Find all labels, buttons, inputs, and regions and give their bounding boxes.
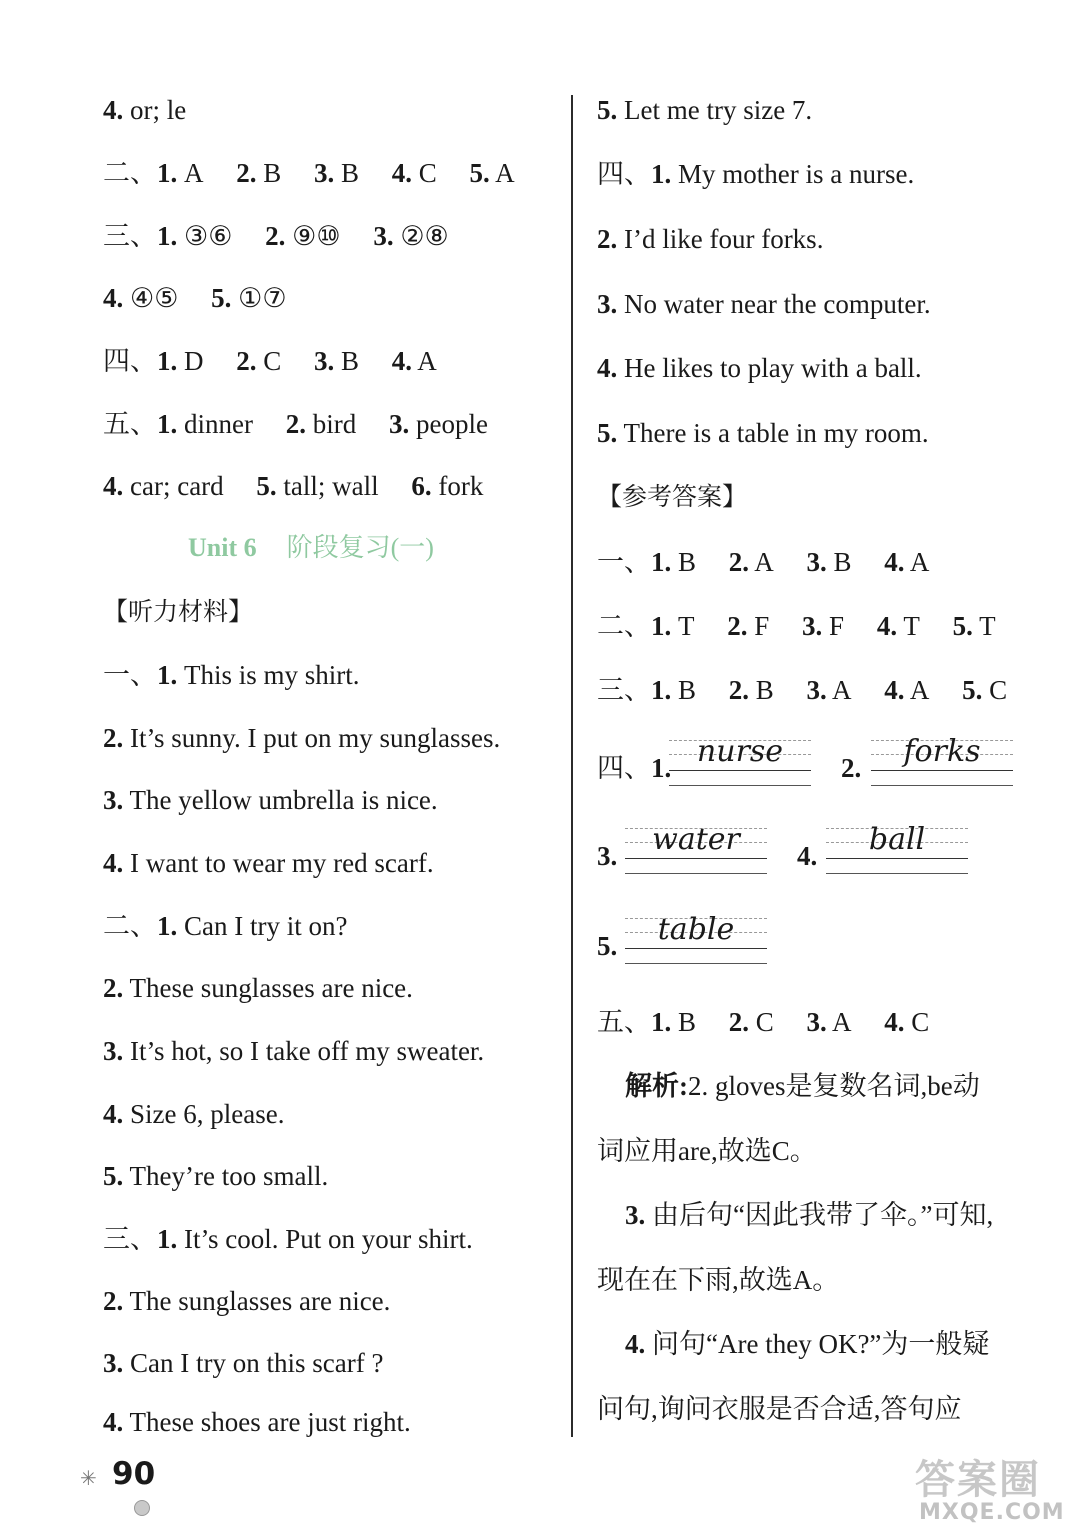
answer-line: 三、1. ③⑥ 2. ⑨⑩ 3. ②⑧ bbox=[103, 221, 449, 251]
writing-box-forks bbox=[871, 734, 1013, 786]
answer-line: 三、1. B 2. B 3. A 4. A 5. C bbox=[597, 675, 1008, 705]
answer-line: 二、1. T 2. F 3. F 4. T 5. T bbox=[597, 611, 996, 641]
answer-line: 五、1. B 2. C 3. A 4. C bbox=[597, 1007, 930, 1037]
answers-heading: 【参考答案】 bbox=[597, 482, 748, 511]
listening-line: 4. He likes to play with a ball. bbox=[597, 353, 922, 383]
watermark-text: 答案圈 bbox=[915, 1457, 1041, 1503]
writing-box-table bbox=[625, 912, 767, 964]
listening-line: 三、1. It’s cool. Put on your shirt. bbox=[103, 1224, 473, 1254]
listening-line: 2. These sunglasses are nice. bbox=[103, 973, 413, 1003]
listening-line: 3. It’s hot, so I take off my sweater. bbox=[103, 1036, 485, 1066]
handwritten-word: table bbox=[657, 912, 735, 947]
listening-line: 2. It’s sunny. I put on my sunglasses. bbox=[103, 723, 501, 753]
listening-line: 2. I’d like four forks. bbox=[597, 224, 824, 254]
listening-line: 5. Let me try size 7. bbox=[597, 95, 813, 125]
answer-line: 一、1. B 2. A 3. B 4. A bbox=[597, 547, 930, 577]
analysis-line: 问句,询问衣服是否合适,答句应 bbox=[597, 1394, 962, 1424]
analysis-line: 词应用are,故选C。 bbox=[597, 1136, 817, 1166]
writing-number: 2. bbox=[841, 753, 862, 783]
analysis-line: 3. 由后句“因此我带了伞。”可知, bbox=[625, 1200, 994, 1230]
analysis-line: 解析:2. gloves是复数名词,be动 bbox=[625, 1071, 980, 1101]
answer-line: 4. or; le bbox=[103, 95, 187, 125]
answer-line: 二、1. A 2. B 3. B 4. C 5. A bbox=[103, 158, 515, 188]
handwritten-word: forks bbox=[903, 734, 981, 769]
listening-line: 5. There is a table in my room. bbox=[597, 418, 929, 448]
unit-title: Unit 6 阶段复习(一) bbox=[188, 533, 434, 562]
handwritten-word: ball bbox=[868, 822, 926, 857]
listening-line: 3. Can I try on this scarf ? bbox=[103, 1348, 384, 1378]
listening-line: 二、1. Can I try it on? bbox=[103, 911, 348, 941]
writing-box-ball bbox=[826, 822, 968, 874]
listening-line: 3. No water near the computer. bbox=[597, 289, 931, 319]
page-number: 90 bbox=[112, 1456, 156, 1492]
handwritten-word: water bbox=[652, 822, 740, 857]
listening-line: 一、1. This is my shirt. bbox=[103, 660, 360, 690]
listening-line: 4. I want to wear my red scarf. bbox=[103, 848, 434, 878]
watermark bbox=[905, 1448, 1083, 1528]
dot-icon bbox=[134, 1500, 150, 1516]
listening-line: 4. Size 6, please. bbox=[103, 1099, 285, 1129]
listening-line: 4. These shoes are just right. bbox=[103, 1407, 411, 1437]
analysis-line: 现在在下雨,故选A。 bbox=[597, 1265, 840, 1295]
listening-line: 5. They’re too small. bbox=[103, 1161, 329, 1191]
writing-number: 5. bbox=[597, 931, 618, 961]
analysis-line: 4. 问句“Are they OK?”为一般疑 bbox=[625, 1329, 990, 1359]
answer-line: 五、1. dinner 2. bird 3. people bbox=[103, 409, 488, 439]
writing-prefix: 四、1. bbox=[597, 753, 672, 783]
listening-heading: 【听力材料】 bbox=[103, 597, 254, 626]
answer-line: 四、1. D 2. C 3. B 4. A bbox=[103, 346, 437, 376]
answer-line: 4. car; card 5. tall; wall 6. fork bbox=[103, 471, 484, 501]
listening-line: 2. The sunglasses are nice. bbox=[103, 1286, 391, 1316]
star-icon: ✳ bbox=[80, 1468, 97, 1490]
writing-box-water bbox=[625, 822, 767, 874]
answer-line: 4. ④⑤ 5. ①⑦ bbox=[103, 283, 287, 313]
column-divider bbox=[571, 95, 573, 1437]
writing-number: 3. bbox=[597, 841, 618, 871]
writing-box-nurse bbox=[669, 734, 811, 786]
writing-number: 4. bbox=[797, 841, 818, 871]
watermark-url: MXQE.COM bbox=[919, 1500, 1065, 1525]
listening-line: 四、1. My mother is a nurse. bbox=[597, 159, 915, 189]
listening-line: 3. The yellow umbrella is nice. bbox=[103, 785, 438, 815]
handwritten-word: nurse bbox=[696, 734, 784, 769]
